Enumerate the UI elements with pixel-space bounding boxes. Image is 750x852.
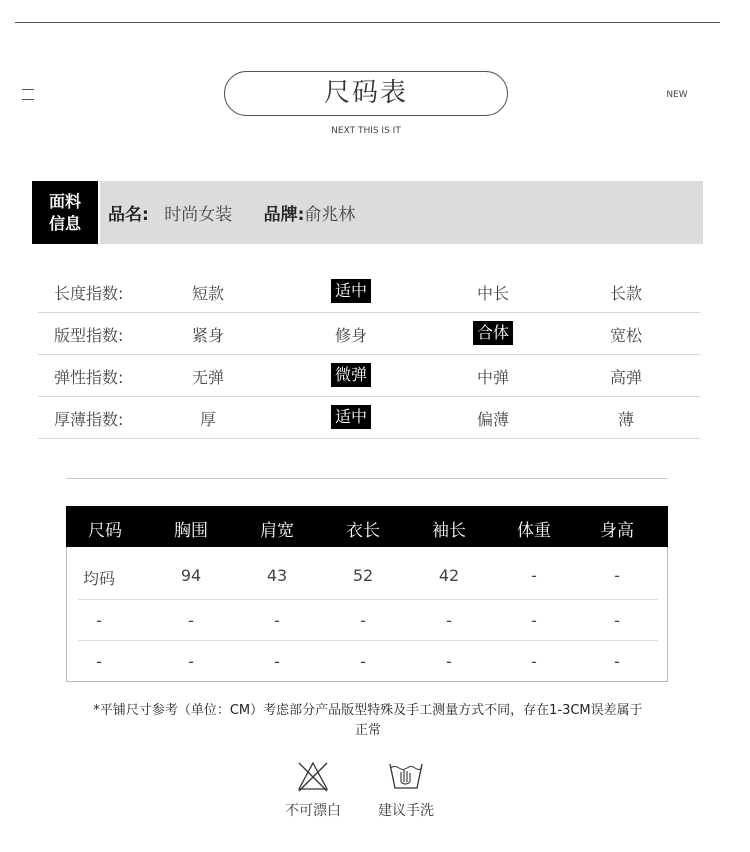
size-cell: - — [531, 652, 537, 671]
size-cell: - — [614, 566, 620, 585]
page-title: 尺码表 — [224, 71, 508, 116]
care-no-bleach — [281, 760, 345, 820]
index-option: 高弹 — [609, 368, 643, 387]
size-header-cell: 肩宽 — [260, 521, 294, 541]
fabric-info-tag — [32, 181, 98, 244]
index-option: 薄 — [617, 410, 635, 429]
index-option-selected: 适中 — [331, 405, 371, 429]
size-cell: - — [96, 611, 102, 630]
index-label: 弹性指数: — [54, 368, 124, 387]
size-cell: - — [274, 652, 280, 671]
index-row — [38, 355, 700, 397]
index-option: 偏薄 — [476, 410, 510, 429]
index-option: 修身 — [334, 326, 368, 345]
measurement-note — [58, 701, 678, 741]
care-label: 建议手洗 — [378, 803, 434, 819]
no-bleach-icon — [296, 760, 330, 792]
index-label: 长度指数: — [54, 284, 124, 303]
size-cell: - — [274, 611, 280, 630]
new-label: NEW — [666, 90, 688, 100]
size-cell: - — [614, 611, 620, 630]
fabric-tag-line2: 信息 — [48, 214, 81, 233]
note-line1: *平铺尺寸参考（单位：CM）考虑部分产品版型特殊及手工测量方式不同，存在1-3CM误差属于 — [93, 703, 643, 718]
index-row — [38, 271, 700, 313]
size-row-divider — [78, 640, 658, 641]
index-option: 紧身 — [191, 326, 225, 345]
fabric-info-row — [108, 200, 381, 225]
care-label: 不可漂白 — [285, 803, 341, 819]
index-option: 无弹 — [191, 368, 225, 387]
size-header-cell: 衣长 — [346, 521, 380, 541]
size-cell: 94 — [180, 566, 202, 585]
size-cell: - — [188, 611, 194, 630]
section-divider — [66, 478, 668, 479]
size-header-cell: 身高 — [600, 521, 634, 541]
size-cell: - — [446, 611, 452, 630]
product-name-label: 品名: — [108, 205, 149, 225]
size-row-divider — [78, 599, 658, 600]
size-header-cell: 袖长 — [432, 521, 466, 541]
product-name-value: 时尚女装 — [164, 205, 233, 225]
hand-wash-icon — [387, 760, 425, 792]
size-cell: - — [531, 611, 537, 630]
size-cell: - — [614, 652, 620, 671]
index-option-selected: 微弹 — [331, 363, 371, 387]
index-row — [38, 313, 700, 355]
index-option: 厚 — [199, 410, 217, 429]
index-option-selected: 合体 — [473, 321, 513, 345]
size-cell: - — [446, 652, 452, 671]
top-divider — [15, 22, 720, 23]
size-cell: 52 — [352, 566, 374, 585]
size-table-header — [66, 506, 668, 547]
index-label: 版型指数: — [54, 326, 124, 345]
index-option: 宽松 — [609, 326, 643, 345]
size-cell: - — [360, 611, 366, 630]
index-option-selected: 适中 — [331, 279, 371, 303]
size-header-cell: 体重 — [517, 521, 551, 541]
size-cell: - — [360, 652, 366, 671]
size-cell: - — [531, 566, 537, 585]
page-subtitle: NEXT THIS IS IT — [331, 126, 401, 136]
size-cell: - — [96, 652, 102, 671]
size-cell: 43 — [266, 566, 288, 585]
index-label: 厚薄指数: — [54, 410, 124, 429]
index-option: 长款 — [609, 284, 643, 303]
index-option: 短款 — [191, 284, 225, 303]
size-header-cell: 尺码 — [88, 521, 122, 541]
size-header-cell: 胸围 — [174, 521, 208, 541]
size-cell: 42 — [438, 566, 460, 585]
index-option: 中长 — [476, 284, 510, 303]
brand-value: 俞兆林 — [304, 205, 356, 225]
brand-label: 品牌: — [263, 205, 305, 225]
note-line2: 正常 — [354, 723, 381, 738]
size-cell: - — [188, 652, 194, 671]
index-option: 中弹 — [476, 368, 510, 387]
size-cell: 均码 — [82, 569, 116, 588]
index-row — [38, 397, 700, 439]
fabric-tag-line1: 面料 — [48, 192, 81, 211]
care-hand-wash — [372, 760, 440, 820]
menu-mark-icon — [22, 89, 34, 101]
